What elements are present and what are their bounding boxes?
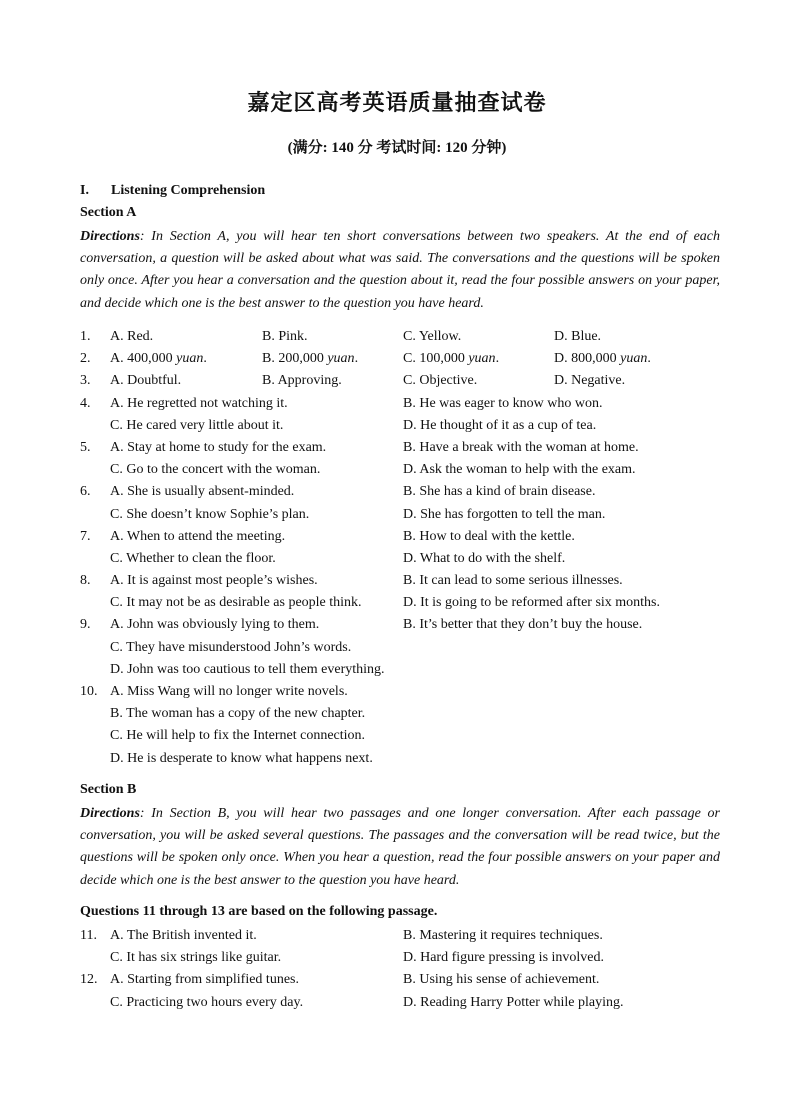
option-b[interactable]: B. Using his sense of achievement. [403,972,600,988]
question-number: 1. [80,329,91,344]
option-b[interactable]: B. It can lead to some serious illnesses. [403,573,623,589]
question-number: 5. [80,439,91,455]
option-b[interactable]: B. He was eager to know who won. [403,395,603,411]
option-b[interactable]: B. The woman has a copy of the new chapter. [110,706,366,722]
option-c[interactable]: C. 100,000 yuan. [403,351,500,367]
question-row [80,725,720,747]
option-a[interactable]: A. When to attend the meeting. [110,528,286,544]
question-row [80,748,720,770]
question-row [80,326,720,348]
option-d[interactable]: D. Reading Harry Potter while playing. [403,994,624,1010]
question-number: 7. [80,528,91,544]
option-a[interactable]: A. Miss Wang will no longer write novels. [110,684,348,699]
option-c[interactable]: C. He cared very little about it. [110,417,284,433]
option-a[interactable]: A. Red. [110,329,154,344]
question-row [80,437,720,459]
option-b[interactable]: B. Pink. [262,329,308,344]
exam-subtitle: (满分: 140 分 考试时间: 120 分钟) [287,140,507,156]
option-a[interactable]: A. He regretted not watching it. [110,395,288,411]
option-d[interactable]: D. He thought of it as a cup of tea. [403,417,597,433]
option-c[interactable]: C. It may not be as desirable as people think. [110,595,362,611]
question-row [80,526,720,548]
exam-title: 嘉定区高考英语质量抽查试卷 [247,90,547,115]
option-d[interactable]: D. Hard figure pressing is involved. [403,950,605,966]
question-row [80,459,720,481]
option-a[interactable]: A. She is usually absent-minded. [110,484,295,500]
question-number: 12. [80,972,98,988]
directions-label: Directions [80,229,140,244]
question-number: 9. [80,617,91,633]
question-row [80,592,720,614]
question-row [80,969,720,991]
question-list-a [80,326,720,770]
question-row [80,415,720,437]
question-row [80,637,720,659]
directions-text: : In Section B, you will hear two passages and one longer conversation. After each passage or conversation, you will be asked several questions. The passages and the conversation will be read twice, but the questions will be spoken only once. When you hear a question, read the four possible answers on your paper and decide which one is the best answer to the question you have heard. [80,806,720,888]
option-a[interactable]: A. It is against most people’s wishes. [110,573,318,589]
passage-heading: Questions 11 through 13 are based on the following passage. [80,904,438,919]
question-row [80,481,720,503]
option-c[interactable]: C. Practicing two hours every day. [110,994,304,1010]
question-row [80,992,720,1014]
question-row [80,348,720,370]
option-b[interactable]: B. Mastering it requires techniques. [403,928,603,943]
option-d[interactable]: D. John was too cautious to tell them everything. [110,661,385,677]
question-row [80,393,720,415]
question-number: 3. [80,373,91,389]
question-number: 8. [80,573,91,589]
option-c[interactable]: C. She doesn’t know Sophie’s plan. [110,506,310,522]
option-a[interactable]: A. Doubtful. [110,373,182,389]
option-a[interactable]: A. Starting from simplified tunes. [110,972,299,988]
part-number: I. [80,183,89,198]
option-d[interactable]: D. He is desperate to know what happens next. [110,750,373,766]
question-list-b [80,925,720,1014]
option-d[interactable]: D. Negative. [554,373,626,389]
directions-text: : In Section A, you will hear ten short conversations between two speakers. At the end of each conversation, a question will be asked about what was said. The conversations and the questions will be spoken only once. After you hear a conversation and the question about it, read the four possible answers on your paper, and decide which one is the best answer to the question you have heard. [80,229,720,311]
question-row [80,548,720,570]
question-row [80,614,720,636]
question-number: 11. [80,928,97,943]
question-number: 2. [80,351,91,367]
option-a[interactable]: A. John was obviously lying to them. [110,617,320,633]
section-b-directions [80,803,720,892]
option-c[interactable]: C. It has six strings like guitar. [110,950,282,966]
option-a[interactable]: A. 400,000 yuan. [110,351,207,367]
question-number: 6. [80,484,91,500]
option-c[interactable]: C. Yellow. [403,329,462,344]
question-number: 4. [80,395,91,411]
option-c[interactable]: C. He will help to fix the Internet connection. [110,728,366,744]
part-title: Listening Comprehension [111,183,266,198]
option-b[interactable]: B. She has a kind of brain disease. [403,484,596,500]
option-a[interactable]: A. The British invented it. [110,928,257,943]
option-c[interactable]: C. Objective. [403,373,478,389]
directions-label: Directions [80,806,140,821]
option-b[interactable]: B. Approving. [262,373,342,389]
option-d[interactable]: D. It is going to be reformed after six months. [403,595,661,611]
question-number: 10. [80,684,98,699]
option-d[interactable]: D. Blue. [554,329,602,344]
question-row [80,925,720,947]
option-b[interactable]: B. It’s better that they don’t buy the house. [403,617,643,633]
option-b[interactable]: B. 200,000 yuan. [262,351,359,367]
question-row [80,703,720,725]
option-c[interactable]: C. They have misunderstood John’s words. [110,639,352,655]
option-d[interactable]: D. Ask the woman to help with the exam. [403,462,636,478]
option-d[interactable]: D. She has forgotten to tell the man. [403,506,606,522]
question-row [80,370,720,392]
option-d[interactable]: D. 800,000 yuan. [554,351,651,367]
section-b-title: Section B [80,782,137,797]
option-b[interactable]: B. Have a break with the woman at home. [403,439,639,455]
option-c[interactable]: C. Go to the concert with the woman. [110,462,321,478]
section-a-directions [80,226,720,315]
option-a[interactable]: A. Stay at home to study for the exam. [110,439,327,455]
section-a-title: Section A [80,205,137,220]
question-row [80,504,720,526]
question-row [80,570,720,592]
option-d[interactable]: D. What to do with the shelf. [403,550,566,566]
question-row [80,659,720,681]
option-c[interactable]: C. Whether to clean the floor. [110,550,276,566]
question-row [80,947,720,969]
question-row [80,681,720,703]
part-heading [80,183,265,199]
option-b[interactable]: B. How to deal with the kettle. [403,528,575,544]
